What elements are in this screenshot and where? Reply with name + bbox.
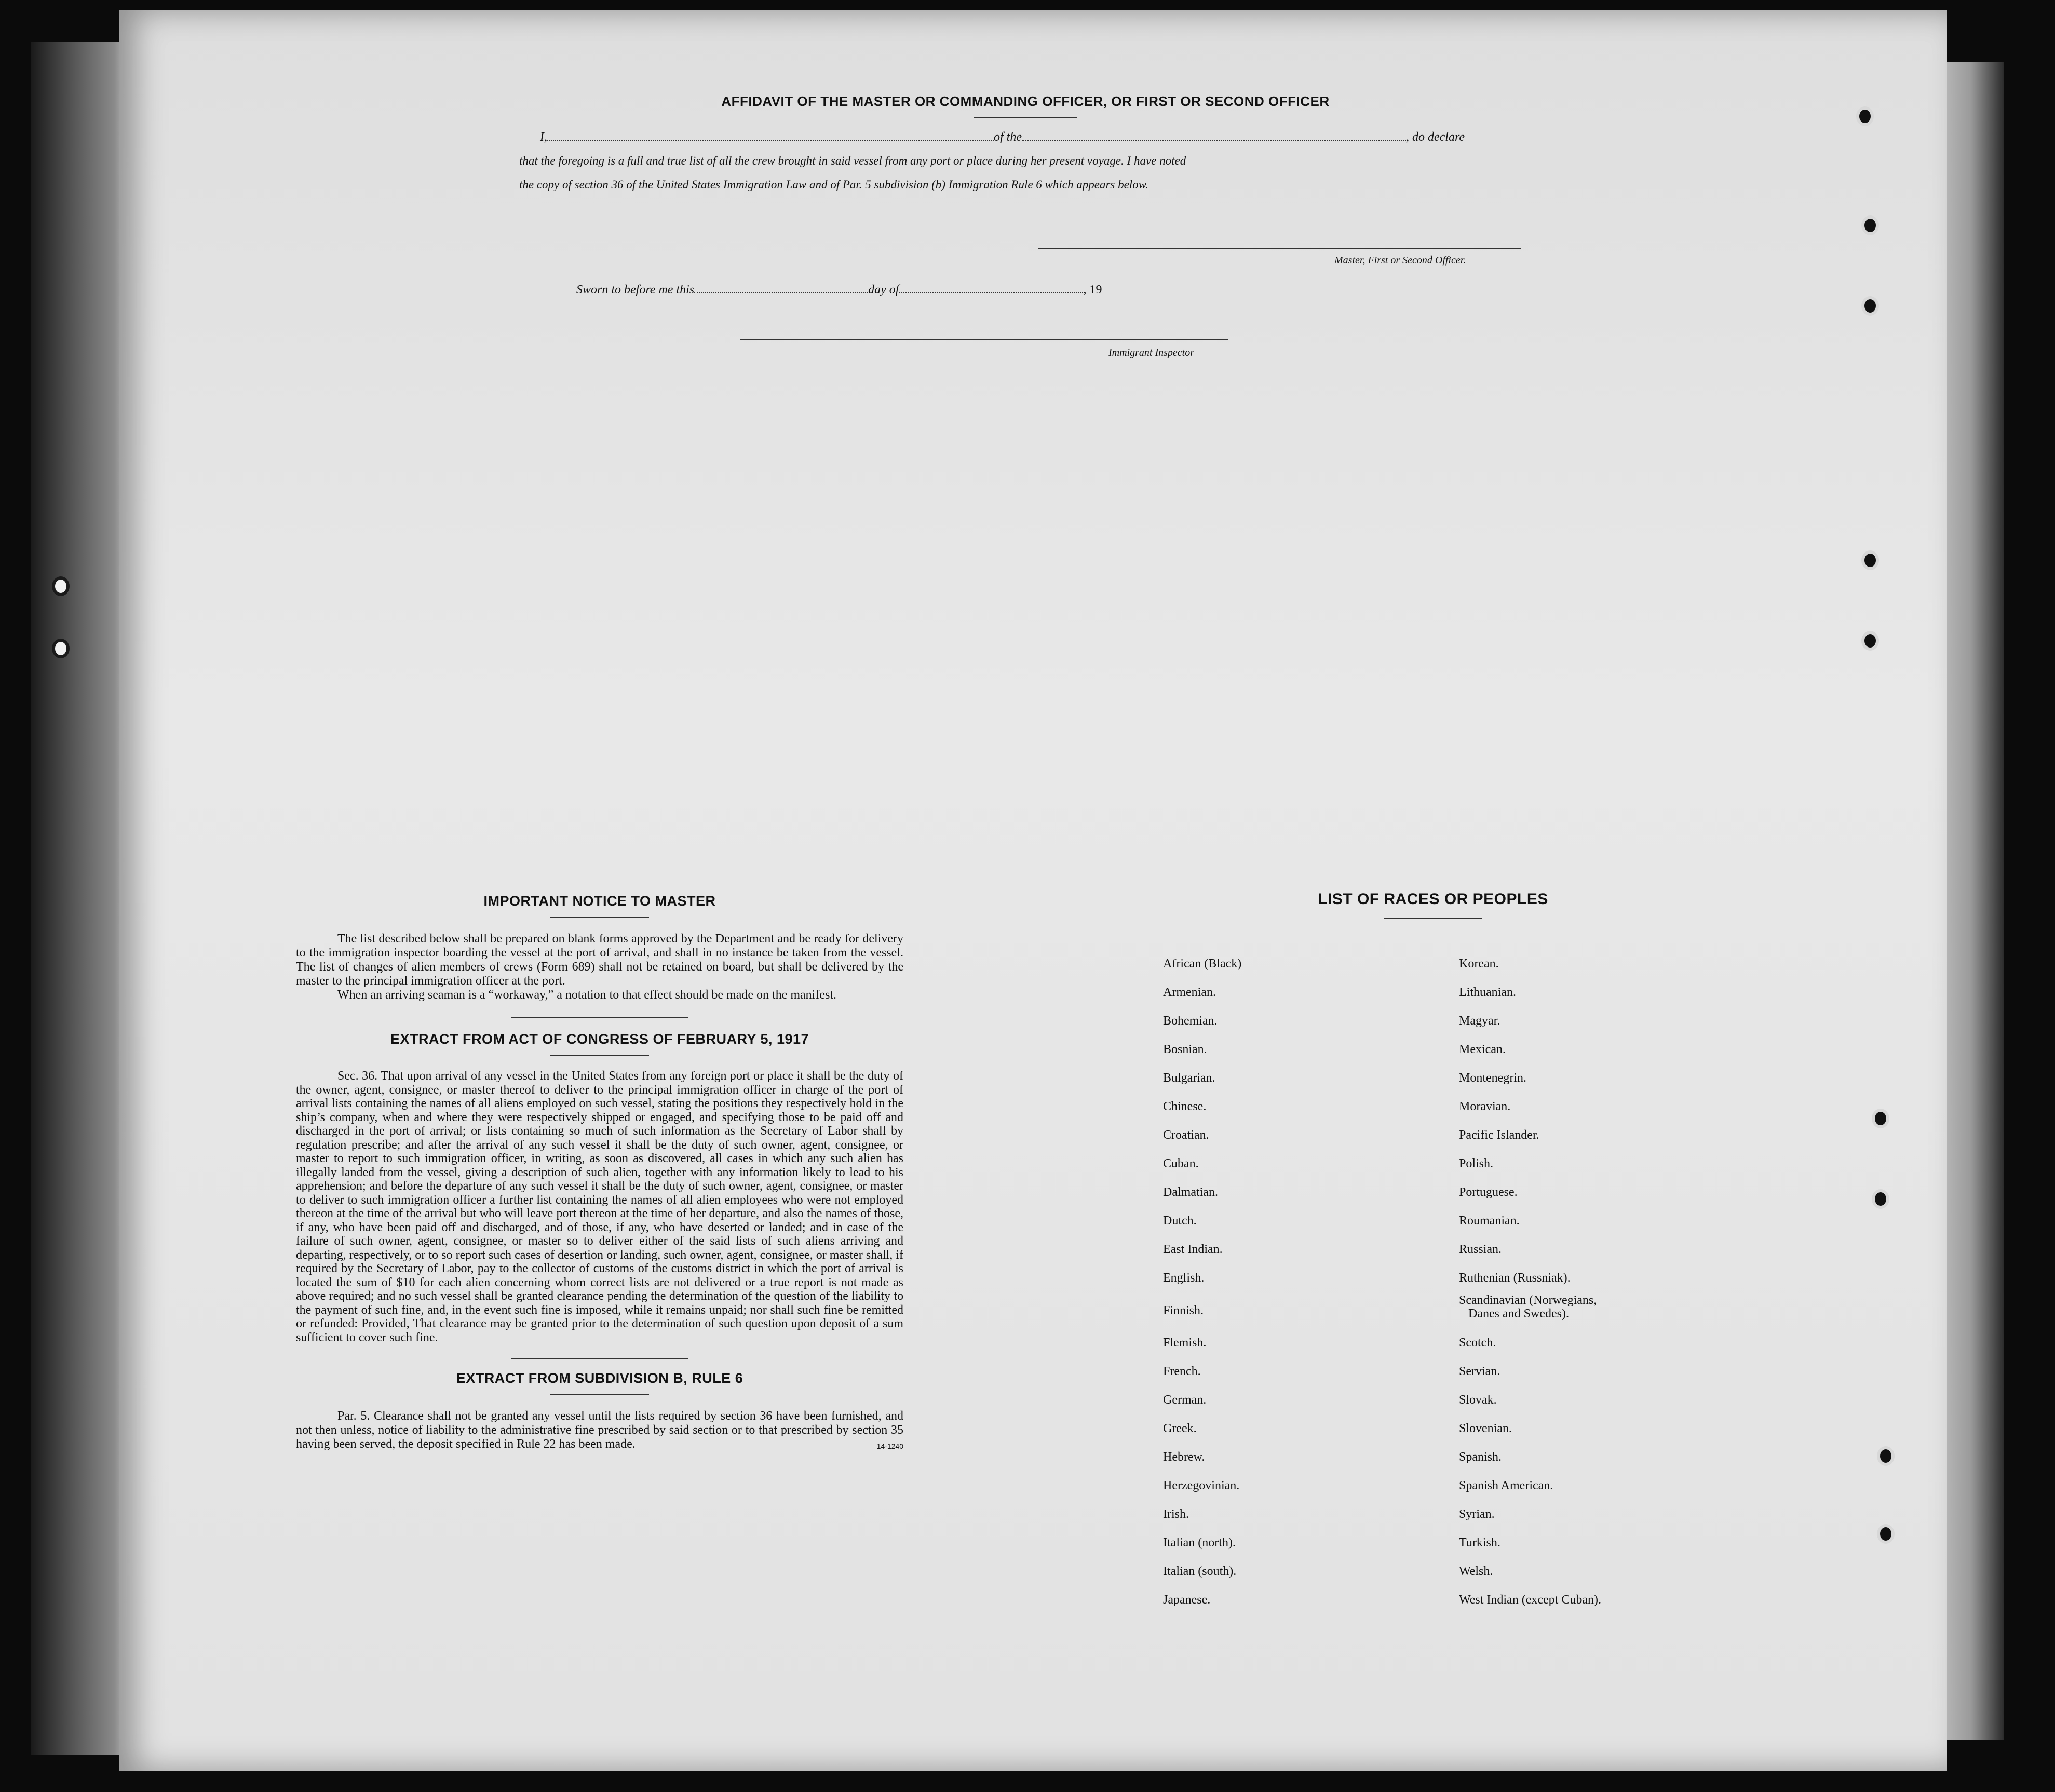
race-item: Dutch.	[1163, 1214, 1197, 1228]
race-item: Moravian.	[1459, 1100, 1511, 1113]
sworn-line: Sworn to before me this day of , 19	[576, 278, 1102, 302]
race-item: Chinese.	[1163, 1100, 1207, 1113]
race-item: Japanese.	[1163, 1593, 1211, 1607]
rule-extract-title: EXTRACT FROM SUBDIVISION B, RULE 6	[456, 1370, 743, 1386]
races-right-column	[1459, 950, 1703, 1614]
races-list	[1163, 950, 1703, 1614]
race-item: Lithuanian.	[1459, 986, 1516, 999]
race-item: Roumanian.	[1459, 1214, 1520, 1228]
race-item: Magyar.	[1459, 1014, 1500, 1028]
race-item: Scandinavian (Norwegians, Danes and Swedes).	[1459, 1294, 1597, 1321]
notice-title: IMPORTANT NOTICE TO MASTER	[483, 893, 716, 909]
declaration-body-1: that the foregoing is a full and true list of all the crew brought in said vessel from any port or place during her present voyage. I have noted	[519, 154, 1186, 167]
race-item: Syrian.	[1459, 1507, 1495, 1521]
notice-paragraph-2: When an arriving seaman is a “workaway,” a notation to that effect should be made on the manifest.	[337, 988, 836, 1002]
punch-hole	[1861, 215, 1879, 235]
race-item: Croatian.	[1163, 1128, 1209, 1142]
notice-column	[296, 893, 903, 1450]
declaration-line: I, of the , do declare	[519, 125, 1532, 149]
binding-hole	[52, 639, 70, 658]
race-item: Finnish.	[1163, 1304, 1204, 1317]
punch-hole	[1861, 631, 1879, 651]
race-item: Flemish.	[1163, 1336, 1207, 1350]
act-rule	[550, 1055, 649, 1056]
declaration-body-2: the copy of section 36 of the United States Immigration Law and of Par. 5 subdivision (b) Immigration Rule 6 which appears below.	[519, 178, 1149, 191]
inspector-caption: Immigrant Inspector	[1108, 347, 1194, 358]
race-item: Servian.	[1459, 1365, 1500, 1378]
race-item: Korean.	[1459, 957, 1499, 971]
race-item: Turkish.	[1459, 1536, 1500, 1550]
race-item: Hebrew.	[1163, 1450, 1205, 1464]
race-item: African (Black)	[1163, 957, 1242, 971]
race-item: Scotch.	[1459, 1336, 1496, 1350]
binding-hole	[52, 576, 70, 596]
race-item: Slovenian.	[1459, 1422, 1512, 1435]
race-item: Bulgarian.	[1163, 1071, 1215, 1085]
race-item: Bosnian.	[1163, 1043, 1207, 1056]
officer-signature-line	[1038, 248, 1521, 249]
sworn-month-field	[899, 281, 1083, 293]
notice-paragraph-1: The list described below shall be prepared on blank forms approved by the Department and be ready for delivery to the immigration inspector boarding the vessel at the port of arrival, and shall in no instance be taken from the vessel. The list of changes of alien members of crews (Form 689) shall not be retained on board, but shall be delivered by the master to the principal immigration officer at the port.	[296, 932, 903, 988]
race-item: Irish.	[1163, 1507, 1189, 1521]
vessel-field	[1022, 128, 1406, 141]
form-number: 14-1240	[876, 1442, 903, 1450]
races-title: LIST OF RACES OR PEOPLES	[1318, 891, 1548, 908]
race-item: Russian.	[1459, 1243, 1502, 1256]
punch-hole	[1872, 1109, 1889, 1128]
affidavit-section	[519, 93, 1532, 197]
punch-hole	[1861, 296, 1879, 316]
punch-hole	[1872, 1189, 1889, 1209]
race-item: German.	[1163, 1393, 1207, 1407]
races-section	[1163, 891, 1703, 1614]
race-item: Slovak.	[1459, 1393, 1497, 1407]
race-item: Portuguese.	[1459, 1185, 1518, 1199]
inspector-signature-line	[740, 339, 1228, 340]
race-item: West Indian (except Cuban).	[1459, 1593, 1601, 1607]
race-item: Spanish.	[1459, 1450, 1502, 1464]
race-item: Italian (north).	[1163, 1536, 1236, 1550]
race-item: Montenegrin.	[1459, 1071, 1526, 1085]
sworn-day-field	[694, 281, 868, 293]
rule-rule	[550, 1394, 649, 1395]
officer-caption: Master, First or Second Officer.	[1334, 254, 1466, 266]
races-left-column	[1163, 950, 1459, 1614]
punch-hole	[1877, 1446, 1895, 1466]
races-rule	[1384, 918, 1482, 919]
race-item: Polish.	[1459, 1157, 1494, 1170]
race-item: Dalmatian.	[1163, 1185, 1218, 1199]
race-item: Greek.	[1163, 1422, 1197, 1435]
race-item: Armenian.	[1163, 986, 1216, 999]
race-item: Pacific Islander.	[1459, 1128, 1539, 1142]
race-item: Herzegovinian.	[1163, 1479, 1240, 1492]
race-item: Bohemian.	[1163, 1014, 1218, 1028]
act-extract-title: EXTRACT FROM ACT OF CONGRESS OF FEBRUARY 5, 1917	[390, 1031, 809, 1047]
race-item: East Indian.	[1163, 1243, 1223, 1256]
race-item: Cuban.	[1163, 1157, 1199, 1170]
race-item: English.	[1163, 1271, 1205, 1285]
title-rule	[974, 117, 1077, 118]
rule-extract-text: Par. 5. Clearance shall not be granted any vessel until the lists required by section 36 have been furnished, and not then unless, notice of liability to the administrative fine prescribed by said section or to that prescribed by section 35 having been served, the deposit specified in Rule 22 has been made.	[296, 1409, 903, 1451]
punch-hole	[1856, 106, 1874, 126]
race-item: French.	[1163, 1365, 1201, 1378]
section-rule	[511, 1358, 688, 1359]
race-item: Mexican.	[1459, 1043, 1506, 1056]
section-rule	[511, 1017, 688, 1018]
affidavit-title: AFFIDAVIT OF THE MASTER OR COMMANDING OFFICER, OR FIRST OR SECOND OFFICER	[721, 93, 1330, 109]
race-item: Ruthenian (Russniak).	[1459, 1271, 1571, 1285]
race-item: Welsh.	[1459, 1565, 1493, 1578]
race-item: Italian (south).	[1163, 1565, 1237, 1578]
notice-rule	[550, 917, 649, 918]
punch-hole	[1877, 1524, 1895, 1544]
act-extract-text: Sec. 36. That upon arrival of any vessel in the United States from any foreign port or place it shall be the duty of the owner, agent, consignee, or master thereof to deliver to the principal immigration officer in charge of the port of arrival lists containing the names of all aliens employed on such vessel, stating the positions they respectively hold in the ship’s company, when and where they were respectively shipped or engaged, and specifying those to be paid off and discharged in the port of arrival; or lists containing so much of such information as the Secretary of Labor shall by regulation prescribe; and after the arrival of any such vessel it shall be the duty of such owner, agent, consignee, or master to report to such immigration officer, in writing, as soon as discovered, all cases in which any such alien has illegally landed from the vessel, giving a description of such alien, together with any information likely to lead to his apprehension; and before the departure of any such vessel it shall be the duty of such owner, agent, consignee, or master to deliver to such immigration officer a further list containing the names of all alien employees who were not employed thereon at the time of the arrival but who will leave port thereon at the time of her departure, and also the names of those, if any, who have been paid off and discharged, and of those, if any, who have deserted or landed; and in case of the failure of such owner, agent, consignee, or master so to deliver either of the said lists of such aliens arriving and departing, respectively, or to so report such cases of desertion or landing, such owner, agent, consignee, or master shall, if required by the Secretary of Labor, pay to the collector of customs of the customs district in which the port of arrival is located the sum of $10 for each alien concerning whom correct lists are not delivered or a true report is not made as above required; and no such vessel shall be granted clearance pending the determination of the question of the liability to the payment of such fine, and, in the event such fine is imposed, while it remains unpaid; nor shall such fine be remitted or refunded: Provided, That clearance may be granted prior to the determination of such question upon deposit of a sum sufficient to cover such fine.	[296, 1069, 903, 1344]
punch-hole	[1861, 550, 1879, 570]
race-item: Spanish American.	[1459, 1479, 1553, 1492]
name-field	[547, 128, 994, 141]
